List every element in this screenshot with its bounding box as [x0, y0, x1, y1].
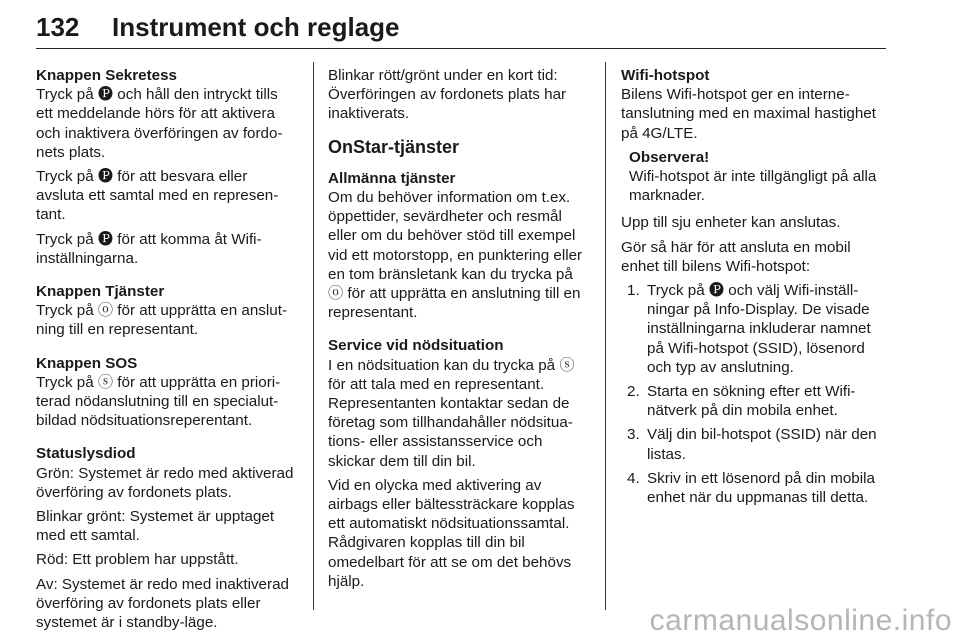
led-paragraph-blinking: Blinkar grönt: Systemet är upptaget med ett samtal. [36, 508, 275, 545]
wifi-paragraph-2: Upp till sju enheter kan anslutas. [621, 214, 841, 232]
note-box [621, 148, 889, 206]
sos-heading: Knappen SOS [36, 354, 138, 372]
led-continued-paragraph: Blinkar rött/grönt under en kort tid: Överföringen av fordonets plats har inaktiverats. [328, 67, 567, 123]
led-paragraph-red: Röd: Ett problem har uppstått. [36, 551, 239, 569]
emergency-paragraph-2: Vid en olycka med aktivering av airbags eller bältessträckare kopplas ett automatiskt nödsituationssamtal. Rådgivaren kopplas till din bil omedelbart för att se om det behövs hjälp. [328, 476, 575, 590]
column-1 [36, 66, 298, 637]
privacy-paragraph-2: Tryck på 🅟 för att besvara eller avsluta ett samtal med en representant. [36, 168, 279, 224]
column-divider [605, 62, 606, 610]
wifi-heading: Wifi-hotspot [621, 67, 710, 84]
led-paragraph-off: Av: Systemet är redo med inaktiverad överföring av fordonets plats eller systemet är i standby-läge. [36, 575, 289, 632]
wifi-paragraph-1: Bilens Wifi-hotspot ger en internetanslutning med en maximal hastighet på 4G/LTE. [621, 86, 876, 142]
page-header [36, 10, 886, 49]
sos-paragraph: Tryck på ⓢ för att upprätta en prioriterad nödanslutning till en specialutbildad nödsituationsreperentant. [36, 373, 281, 430]
step-text: Starta en sökning efter ett Wifi-nätverk på din mobila enhet. [647, 383, 856, 420]
column-divider [313, 62, 314, 610]
emergency-heading: Service vid nödsituation [328, 337, 504, 355]
page-number: 132 [36, 12, 80, 42]
emergency-paragraph-1: I en nödsituation kan du trycka på ⓢ för att tala med en representant. Representanten kontaktar sedan de företag som tillhandahåller nödsituations- eller assistansservice och skickar dem till din bil. [328, 356, 575, 470]
status-led-heading: Statuslysdiod [36, 445, 136, 463]
step-item [621, 425, 889, 463]
section-title: OnStar-tjänster [328, 136, 460, 157]
led-paragraph-green: Grön: Systemet är redo med aktiverad överföring av fordonets plats. [36, 464, 294, 501]
wifi-paragraph-3: Gör så här för att ansluta en mobil enhet till bilens Wifi-hotspot: [621, 238, 851, 275]
services-paragraph: Tryck på ⓞ för att upprätta en anslutning till en representant. [36, 302, 287, 339]
step-text: Välj din bil-hotspot (SSID) när den listas. [647, 426, 877, 463]
step-item [621, 469, 889, 507]
step-number: 4. [627, 469, 640, 487]
privacy-paragraph-1: Tryck på 🅟 och håll den intryckt tills ett meddelande hörs för att aktivera och inaktivera överföringen av fordonets plats. [36, 86, 283, 161]
step-item [621, 281, 889, 377]
watermark: carmanualsonline.info [649, 604, 952, 637]
chapter-title: Instrument och reglage [112, 12, 400, 42]
step-item [621, 382, 889, 420]
step-number: 3. [627, 426, 640, 444]
general-services-heading: Allmänna tjänster [328, 169, 456, 187]
privacy-heading: Knappen Sekretess [36, 67, 177, 84]
general-services-paragraph: Om du behöver information om t.ex. öppettider, sevärdheter och resmål eller om du behöver stöd till exempel vid ett motorstopp, en punktering eller en tom bränsletank kan du trycka på ⓞ för att upprätta en anslutning till en representant. [328, 189, 583, 322]
step-text: Skriv in ett lösenord på din mobila enhet när du uppmanas till detta. [647, 469, 875, 507]
step-number: 2. [627, 383, 640, 401]
services-heading: Knappen Tjänster [36, 283, 165, 301]
steps-list [621, 281, 889, 507]
note-text: Wifi-hotspot är inte tillgängligt på alla marknader. [629, 168, 877, 205]
step-text: Tryck på 🅟 och välj Wifi-inställningar på Info-Display. De visade inställningarna inkluderar namnet på Wifi-hotspot (SSID), lösenord och typ av anslutning. [647, 282, 871, 376]
privacy-paragraph-3: Tryck på 🅟 för att komma åt Wifi-inställningarna. [36, 230, 262, 267]
note-heading: Observera! [629, 148, 710, 166]
column-2 [328, 66, 590, 596]
column-3 [621, 66, 889, 512]
step-number: 1. [627, 282, 640, 300]
